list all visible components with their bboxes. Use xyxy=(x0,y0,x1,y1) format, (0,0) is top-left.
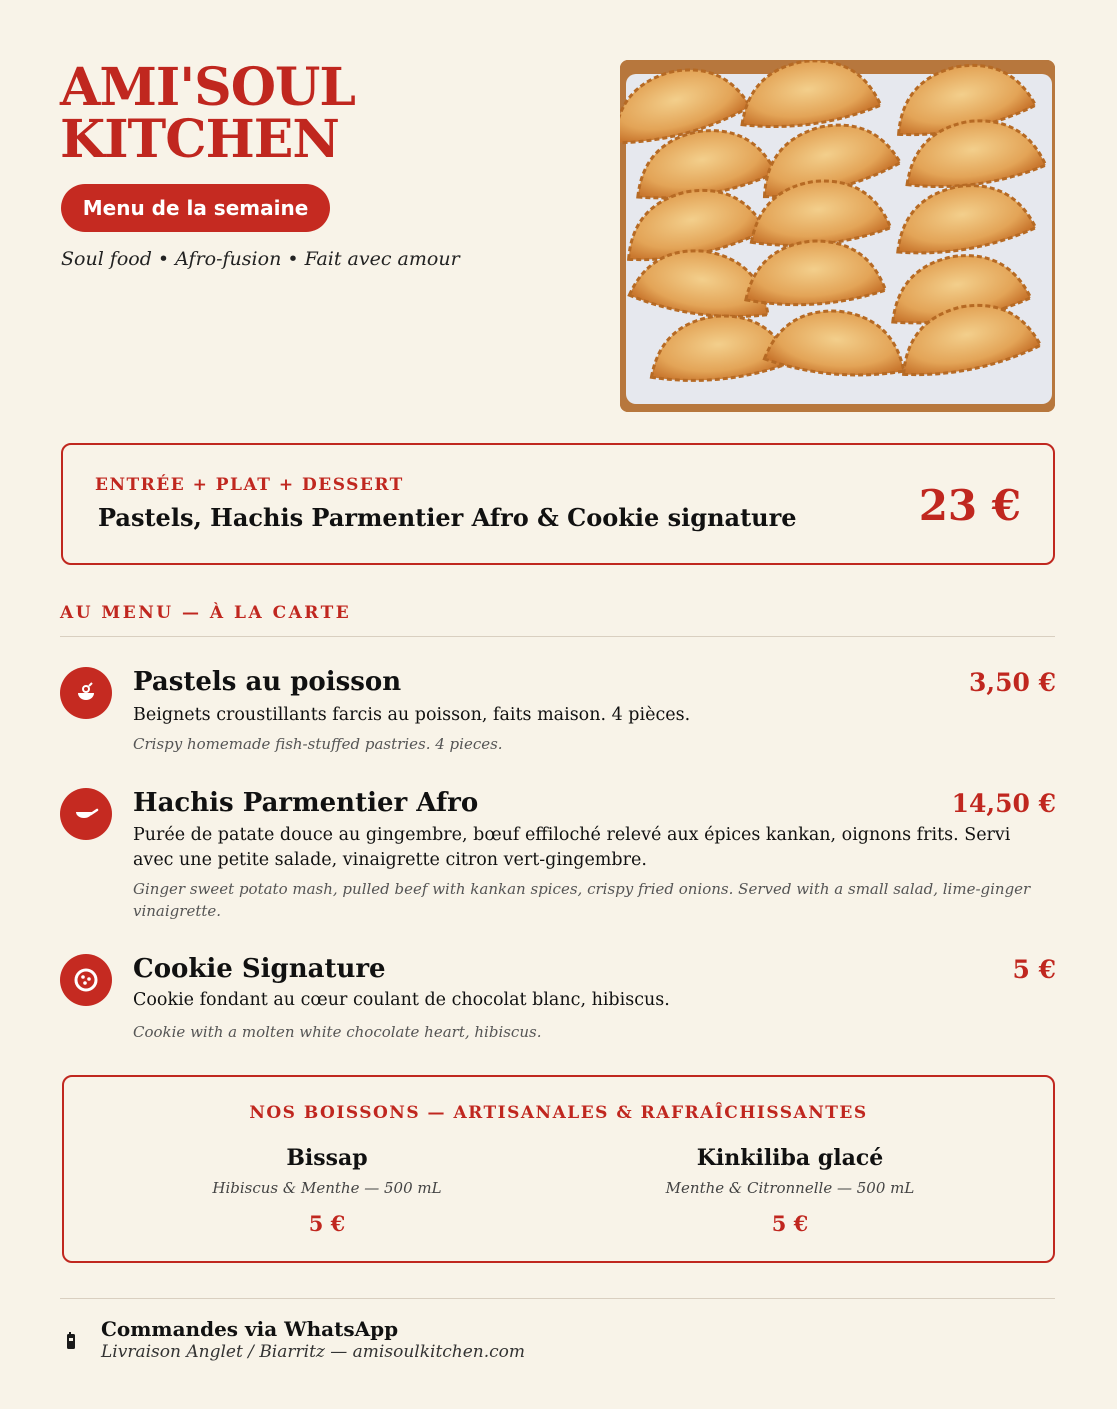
item-price: 5 € xyxy=(1012,955,1056,984)
drinks-title: NOS BOISSONS — ARTISANALES & RAFRAÎCHISSANTES xyxy=(249,1103,868,1123)
formule-box xyxy=(61,443,1055,565)
formule-price: 23 € xyxy=(918,481,1021,530)
drinks-box xyxy=(62,1075,1055,1263)
drink-name: Kinkiliba glacé xyxy=(696,1145,884,1171)
drink-item xyxy=(127,1145,527,1236)
item-description-fr: Beignets croustillants farcis au poisson, faits maison. 4 pièces. xyxy=(133,705,691,725)
item-name: Pastels au poisson xyxy=(133,667,402,697)
cookie-icon xyxy=(60,954,112,1006)
formule-kicker: ENTRÉE + PLAT + DESSERT xyxy=(95,475,404,495)
tagline: Soul food • Afro-fusion • Fait avec amour xyxy=(61,248,460,270)
brand-line-2: KITCHEN xyxy=(60,109,339,170)
footer-subtitle: Livraison Anglet / Biarritz — amisoulkitchen.com xyxy=(101,1342,526,1362)
item-price: 14,50 € xyxy=(951,789,1056,818)
item-description-fr: Purée de patate douce au gingembre, bœuf effiloché relevé aux épices kankan, oignons frits. Servi avec une petite salade, vinaigrette citron vert-gingembre. xyxy=(133,825,1011,870)
pastry-icon xyxy=(60,667,112,719)
item-name: Hachis Parmentier Afro xyxy=(133,788,479,818)
brand-line-1: AMI'SOUL xyxy=(60,57,355,118)
section-title-menu: AU MENU — À LA CARTE xyxy=(60,603,352,623)
footer-divider xyxy=(60,1298,1055,1299)
item-price: 3,50 € xyxy=(969,668,1056,697)
dish-icon xyxy=(60,788,112,840)
menu-item xyxy=(60,667,1056,762)
section-divider xyxy=(60,636,1055,637)
item-description-en: Ginger sweet potato mash, pulled beef with kankan spices, crispy fried onions. Served with a small salad, lime-ginger vinaigrette. xyxy=(133,880,1031,920)
formule-description: Pastels, Hachis Parmentier Afro & Cookie signature xyxy=(98,503,797,532)
drink-name: Bissap xyxy=(286,1145,368,1171)
item-description-en: Crispy homemade fish-stuffed pastries. 4 pieces. xyxy=(133,735,503,753)
pastels-illustration xyxy=(620,60,1055,412)
item-name: Cookie Signature xyxy=(133,954,386,984)
item-description-fr: Cookie fondant au cœur coulant de chocolat blanc, hibiscus. xyxy=(133,990,670,1010)
drink-item xyxy=(590,1145,990,1236)
drink-price: 5 € xyxy=(308,1211,346,1236)
item-description-en: Cookie with a molten white chocolate heart, hibiscus. xyxy=(133,1023,542,1041)
menu-item xyxy=(60,788,1056,928)
drink-description: Hibiscus & Menthe — 500 mL xyxy=(212,1179,442,1197)
phone-icon xyxy=(66,1332,76,1354)
hero-photo-pastels xyxy=(620,60,1055,412)
drink-description: Menthe & Citronnelle — 500 mL xyxy=(665,1179,915,1197)
brand-title xyxy=(60,57,355,170)
menu-badge: Menu de la semaine xyxy=(61,184,330,232)
drink-price: 5 € xyxy=(771,1211,809,1236)
menu-item xyxy=(60,954,1056,1046)
footer-title: Commandes via WhatsApp xyxy=(101,1317,399,1341)
